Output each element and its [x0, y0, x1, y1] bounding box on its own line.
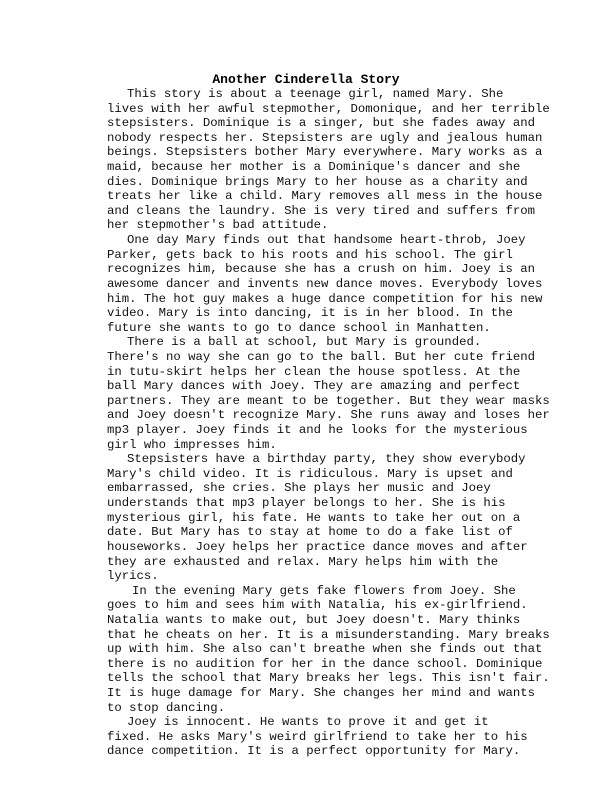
text-line: In the evening Mary gets fake flowers from Joey. She: [132, 583, 516, 598]
text-line: and cleans the laundry. She is very tired and suffers from: [107, 203, 536, 218]
text-line: to stop dancing.: [107, 700, 226, 715]
text-line: mp3 player. Joey finds it and he looks for the mysterious: [107, 423, 528, 438]
text-line: fixed. He asks Mary's weird girlfriend to take her to his: [107, 729, 528, 744]
text-line: ball Mary dances with Joey. They are amazing and perfect: [107, 379, 521, 394]
text-line: her stepmother's bad attitude.: [107, 218, 329, 233]
text-line: embarrassed, she cries. She plays her music and Joey: [107, 481, 491, 496]
document-body: [107, 87, 550, 759]
text-line: him. The hot guy makes a huge dance competition for his new: [107, 291, 543, 306]
text-line: mysterious girl, his fate. He wants to take her out on a: [107, 510, 521, 525]
text-line: Stepsisters have a birthday party, they show everybody: [127, 452, 526, 467]
text-line: tells the school that Mary breaks her legs. This isn't fair.: [107, 671, 550, 686]
paragraph: [107, 452, 527, 583]
text-line: There is a ball at school, but Mary is grounded.: [127, 335, 482, 350]
text-line: future she wants to go to dance school in Manhatten.: [107, 320, 491, 335]
paragraph: [107, 583, 550, 715]
text-line: partners. They are meant to be together. But they wear masks: [107, 393, 550, 408]
text-line: Mary's child video. It is ridiculous. Mary is upset and: [107, 466, 513, 481]
text-line: Natalia wants to make out, but Joey doesn't. Mary thinks: [107, 612, 521, 627]
text-line: up with him. She also can't breathe when she finds out that: [107, 642, 543, 657]
text-line: recognizes him, because she has a crush on him. Joey is an: [107, 262, 536, 277]
text-line: date. But Mary has to stay at home to do a fake list of: [107, 525, 513, 540]
text-line: lyrics.: [107, 569, 159, 584]
text-line: This story is about a teenage girl, named Mary. She: [127, 87, 504, 101]
text-line: in tutu-skirt helps her clean the house spotless. At the: [107, 364, 521, 379]
paragraph: [107, 87, 550, 233]
text-line: Parker, gets back to his roots and his school. The girl: [107, 247, 513, 262]
text-line: lives with her awful stepmother, Domonique, and her terrible: [107, 101, 550, 116]
text-line: maid, because her mother is a Dominique's dancer and she: [107, 160, 521, 175]
text-line: awesome dancer and invents new dance moves. Everybody loves: [107, 276, 543, 291]
text-line: they are exhausted and relax. Mary helps him with the: [107, 554, 499, 569]
document-title: Another Cinderella Story: [212, 72, 400, 87]
text-line: stepsisters. Dominique is a singer, but she fades away and: [107, 116, 536, 131]
text-line: There's no way she can go to the ball. But her cute friend: [107, 349, 536, 364]
text-line: there is no audition for her in the dance school. Dominique: [107, 656, 543, 671]
text-line: video. Mary is into dancing, it is in her blood. In the: [107, 306, 513, 321]
text-line: understands that mp3 player belongs to her. She is his: [107, 496, 506, 511]
text-line: nobody respects her. Stepsisters are ugly and jealous human: [107, 130, 543, 145]
text-line: that he cheats on her. It is a misunderstanding. Mary breaks: [107, 627, 550, 642]
text-line: and Joey doesn't recognize Mary. She runs away and loses her: [107, 408, 550, 423]
text-line: treats her like a child. Mary removes all mess in the house: [107, 189, 543, 204]
text-line: goes to him and sees him with Natalia, his ex-girlfriend.: [107, 598, 528, 613]
text-line: dance competition. It is a perfect opportunity for Mary.: [107, 744, 521, 759]
text-line: girl who impresses him.: [107, 437, 277, 452]
text-line: beings. Stepsisters bother Mary everywhere. Mary works as a: [107, 145, 543, 160]
paragraph: [107, 233, 543, 335]
paragraph: [107, 335, 550, 452]
text-line: dies. Dominique brings Mary to her house as a charity and: [107, 174, 528, 189]
text-line: It is huge damage for Mary. She changes her mind and wants: [107, 685, 536, 700]
text-line: One day Mary finds out that handsome heart-throb, Joey: [127, 233, 526, 248]
text-line: Joey is innocent. He wants to prove it and get it: [127, 715, 489, 730]
paragraph: [107, 715, 527, 759]
text-line: houseworks. Joey helps her practice dance moves and after: [107, 539, 528, 554]
